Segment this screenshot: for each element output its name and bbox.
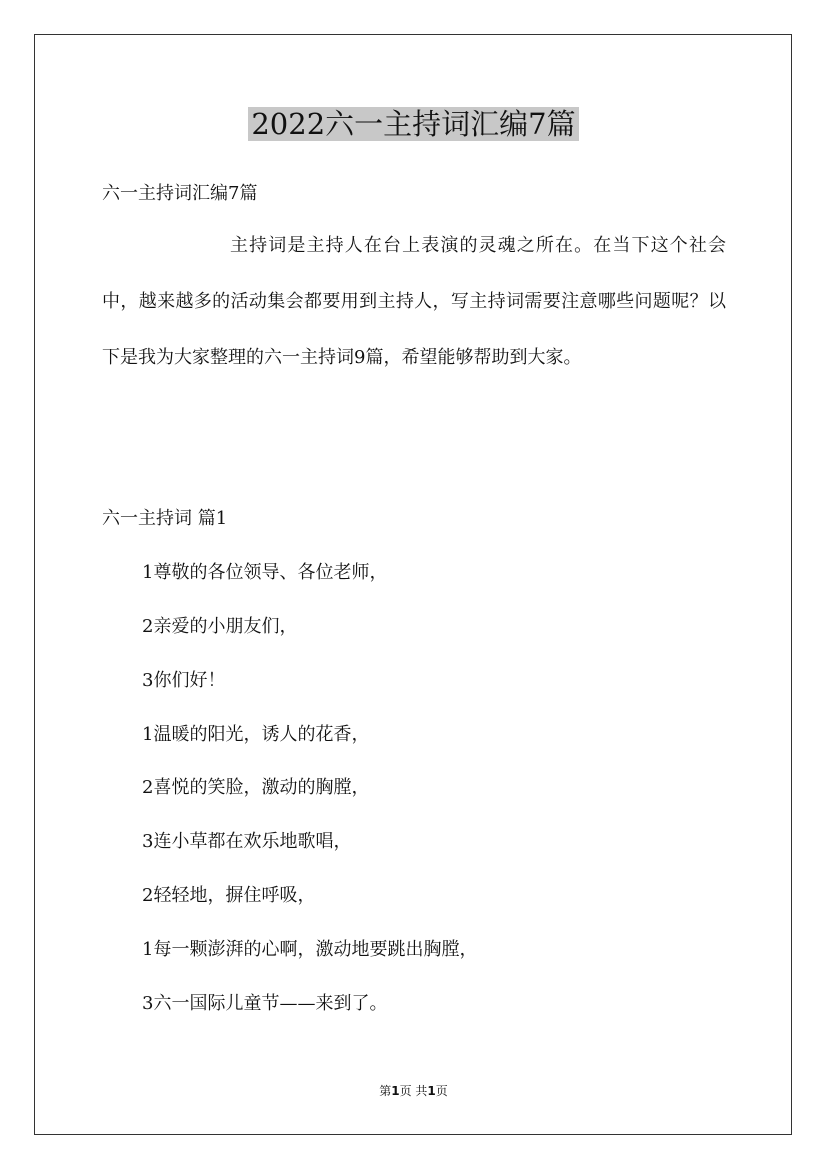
footer-page-number: 1 bbox=[391, 1084, 400, 1098]
intro-paragraph: 主持词是主持人在台上表演的灵魂之所在。在当下这个社会中，越来越多的活动集会都要用到主持人，写主持词需要注意哪些问题呢？以下是我为大家整理的六一主持词9篇，希望能够帮助到大家。 bbox=[102, 235, 726, 368]
document-subtitle: 六一主持词汇编7篇 bbox=[102, 183, 258, 204]
verse-line: 3你们好！ bbox=[142, 670, 226, 691]
verse-line: 2喜悦的笑脸，激动的胸膛， bbox=[142, 777, 370, 798]
document-title-text: 2022六一主持词汇编7篇 bbox=[248, 107, 578, 141]
verse-line: 3六一国际儿童节——来到了。 bbox=[142, 993, 388, 1014]
page-footer bbox=[0, 1083, 827, 1099]
verse-line: 1温暖的阳光，诱人的花香， bbox=[142, 724, 370, 745]
footer-prefix: 第 bbox=[379, 1084, 392, 1098]
verse-line: 1尊敬的各位领导、各位老师， bbox=[142, 562, 388, 583]
footer-total-pages: 1 bbox=[427, 1084, 436, 1098]
footer-mid: 页 共 bbox=[399, 1084, 428, 1098]
verse-line: 2亲爱的小朋友们， bbox=[142, 616, 298, 637]
document-title bbox=[0, 104, 827, 144]
verse-line: 1每一颗澎湃的心啊，激动地要跳出胸膛， bbox=[142, 939, 478, 960]
footer-suffix: 页 bbox=[435, 1084, 448, 1098]
section-heading: 六一主持词 篇1 bbox=[102, 508, 228, 529]
verse-line: 2轻轻地，摒住呼吸， bbox=[142, 885, 316, 906]
verse-line: 3连小草都在欢乐地歌唱， bbox=[142, 831, 352, 852]
